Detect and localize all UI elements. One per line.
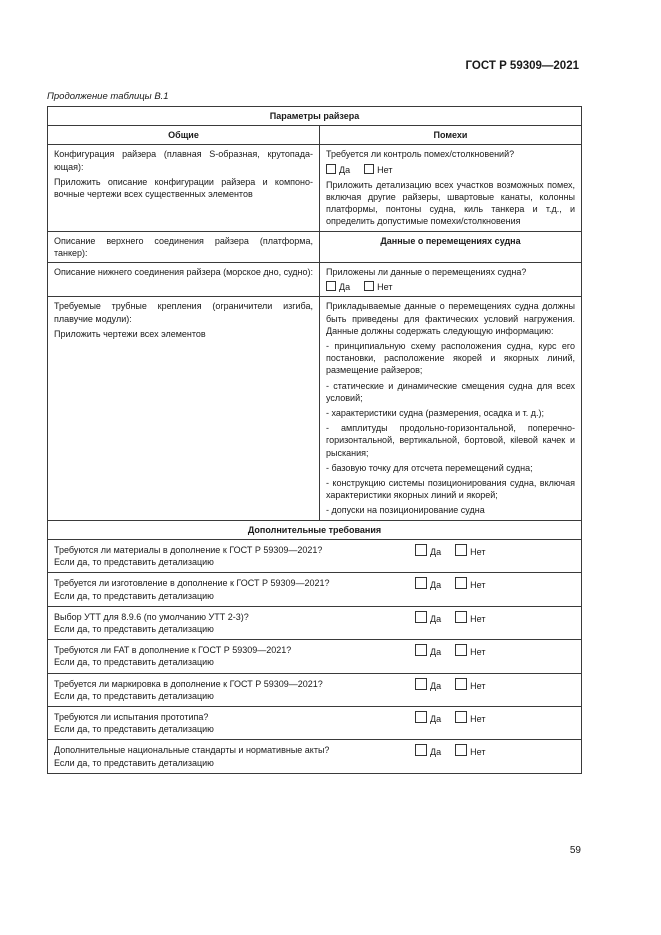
requirement-detail: Если да, то представить детализацию	[54, 590, 214, 601]
requirement-detail: Если да, то представить детализацию	[54, 690, 214, 701]
table-continuation-caption: Продолжение таблицы В.1	[47, 91, 169, 102]
table-row	[48, 263, 582, 297]
no-checkbox[interactable]	[455, 711, 467, 723]
yes-label: Да	[430, 580, 442, 591]
requirement-options	[415, 544, 485, 558]
no-checkbox[interactable]	[364, 281, 374, 291]
additional-requirements-title: Дополнительные требования	[48, 520, 582, 539]
yes-label: Да	[430, 747, 442, 758]
column-header-general: Общие	[48, 126, 320, 145]
requirement-options	[415, 711, 485, 725]
riser-parameters-table	[47, 106, 582, 774]
interference-question: Требуется ли контроль помех/столкновений?	[326, 149, 515, 160]
vessel-motion-intro: Прикладываемые данные о перемещениях судна должны быть приведены для фактических условий нагружения. Данные должны содержать следующую информацию:	[326, 301, 576, 336]
standard-code: ГОСТ Р 59309—2021	[465, 60, 579, 72]
yes-checkbox[interactable]	[326, 281, 336, 291]
requirement-question: Требуется ли маркировка в дополнение к ГОСТ Р 59309—2021?	[54, 678, 323, 689]
vessel-motion-header: Данные о перемещениях судна	[320, 231, 582, 262]
no-checkbox[interactable]	[455, 744, 467, 756]
no-checkbox[interactable]	[364, 164, 374, 174]
table-row	[48, 573, 582, 606]
list-item: - базовую точку для отсчета перемещений судна;	[326, 462, 533, 473]
requirement-cell	[48, 640, 582, 673]
no-checkbox[interactable]	[455, 611, 467, 623]
table-row	[48, 640, 582, 673]
yes-checkbox[interactable]	[415, 611, 427, 623]
yes-label: Да	[430, 647, 442, 658]
yes-checkbox[interactable]	[415, 577, 427, 589]
vessel-motion-attached-cell	[320, 263, 582, 297]
no-label: Нет	[470, 647, 486, 658]
requirement-question: Требуются ли FAT в дополнение к ГОСТ Р 59309—2021?	[54, 645, 292, 656]
requirement-detail: Если да, то представить детализацию	[54, 557, 214, 568]
yes-checkbox[interactable]	[415, 544, 427, 556]
requirement-question: Дополнительные национальные стандарты и нормативные акты?	[54, 745, 330, 756]
yes-label: Да	[430, 713, 442, 724]
vessel-motion-data-cell	[320, 297, 582, 520]
vessel-motion-options	[326, 281, 575, 293]
yes-label: Да	[430, 680, 442, 691]
pipe-fittings-label: Требуемые трубные крепления (ограничители изгиба, плавучие модули):	[54, 301, 313, 324]
no-label: Нет	[470, 580, 486, 591]
requirement-cell	[48, 673, 582, 706]
requirement-detail: Если да, то представить детализацию	[54, 724, 214, 735]
requirement-options	[415, 744, 485, 758]
list-item: - амплитуды продольно-горизонтальной, поперечно-горизонтальной, вертикальной, бортовой, кileвой качек и рыскания;	[326, 423, 576, 458]
yes-label: Да	[339, 164, 351, 175]
no-checkbox[interactable]	[455, 544, 467, 556]
no-label: Нет	[470, 546, 486, 557]
requirement-cell	[48, 706, 582, 739]
pipe-fittings-note: Приложить чертежи всех элементов	[54, 328, 206, 339]
yes-checkbox[interactable]	[326, 164, 336, 174]
requirement-options	[415, 577, 485, 591]
no-label: Нет	[470, 713, 486, 724]
requirement-options	[415, 611, 485, 625]
requirement-detail: Если да, то представить детализацию	[54, 757, 214, 768]
column-header-row	[48, 126, 582, 145]
table-title-row	[48, 107, 582, 126]
no-label: Нет	[377, 282, 393, 293]
pipe-fittings-cell	[48, 297, 320, 520]
yes-label: Да	[339, 282, 351, 293]
table-row	[48, 673, 582, 706]
table-row	[48, 606, 582, 639]
requirement-cell	[48, 539, 582, 572]
interference-note: Приложить детализацию всех участков возможных помех, включая другие райзеры, швартовые канаты, колонны платформы, понтоны судна, киль танкера и т.д., и определить допустимые помехи/столкновения	[326, 179, 576, 227]
requirement-detail: Если да, то представить детализацию	[54, 623, 214, 634]
yes-checkbox[interactable]	[415, 744, 427, 756]
table-row	[48, 740, 582, 773]
additional-requirements-title-row	[48, 520, 582, 539]
requirement-options	[415, 644, 485, 658]
yes-checkbox[interactable]	[415, 678, 427, 690]
table-row	[48, 706, 582, 739]
list-item: - принципиальную схему расположения судна, курс его постановки, расположение якорей и якорных линий, размещение райзеров;	[326, 341, 576, 376]
yes-label: Да	[430, 546, 442, 557]
table-row	[48, 231, 582, 262]
no-label: Нет	[470, 680, 486, 691]
requirement-cell	[48, 573, 582, 606]
requirement-options	[415, 678, 485, 692]
column-header-interference: Помехи	[320, 126, 582, 145]
requirement-question: Требуются ли материалы в дополнение к ГОСТ Р 59309—2021?	[54, 544, 323, 555]
top-connection-cell: Описание верхнего соединения райзера (платформа, танкер):	[48, 231, 320, 262]
riser-configuration-cell	[48, 145, 320, 231]
table-row	[48, 539, 582, 572]
requirement-question: Требуются ли испытания прототипа?	[54, 711, 209, 722]
list-item: - конструкцию системы позиционирования судна, включая характеристики якорных линий и якорей;	[326, 478, 576, 501]
riser-configuration-label: Конфигурация райзера (плавная S-образная, крутопадающая):	[54, 149, 313, 172]
requirement-detail: Если да, то представить детализацию	[54, 657, 214, 668]
table-row	[48, 297, 582, 520]
yes-label: Да	[430, 613, 442, 624]
no-checkbox[interactable]	[455, 678, 467, 690]
no-label: Нет	[470, 747, 486, 758]
vessel-motion-question: Приложены ли данные о перемещениях судна?	[326, 267, 527, 278]
no-checkbox[interactable]	[455, 644, 467, 656]
no-label: Нет	[470, 613, 486, 624]
yes-checkbox[interactable]	[415, 644, 427, 656]
page-number: 59	[569, 845, 581, 856]
bottom-connection-cell: Описание нижнего соединения райзера (морское дно, судно):	[48, 263, 320, 297]
interference-options	[326, 164, 575, 176]
yes-checkbox[interactable]	[415, 711, 427, 723]
table-row	[48, 145, 582, 231]
no-label: Нет	[377, 164, 393, 175]
riser-configuration-note: Приложить описание конфигурации райзера и компоновочные чертежи всех существенных элементов	[54, 176, 313, 200]
list-item: - статические и динамические смещения судна для всех условий;	[326, 380, 576, 403]
list-item: - характеристики судна (размерения, осадка и т. д.);	[326, 408, 544, 419]
requirement-question: Выбор УТТ для 8.9.6 (по умолчанию УТТ 2-3)?	[54, 611, 249, 622]
requirement-cell	[48, 606, 582, 639]
interference-control-cell	[320, 145, 582, 231]
requirement-cell	[48, 740, 582, 773]
no-checkbox[interactable]	[455, 577, 467, 589]
table-title: Параметры райзера	[48, 107, 582, 126]
list-item: - допуски на позиционирование судна	[326, 505, 485, 516]
requirement-question: Требуется ли изготовление в дополнение к ГОСТ Р 59309—2021?	[54, 578, 330, 589]
